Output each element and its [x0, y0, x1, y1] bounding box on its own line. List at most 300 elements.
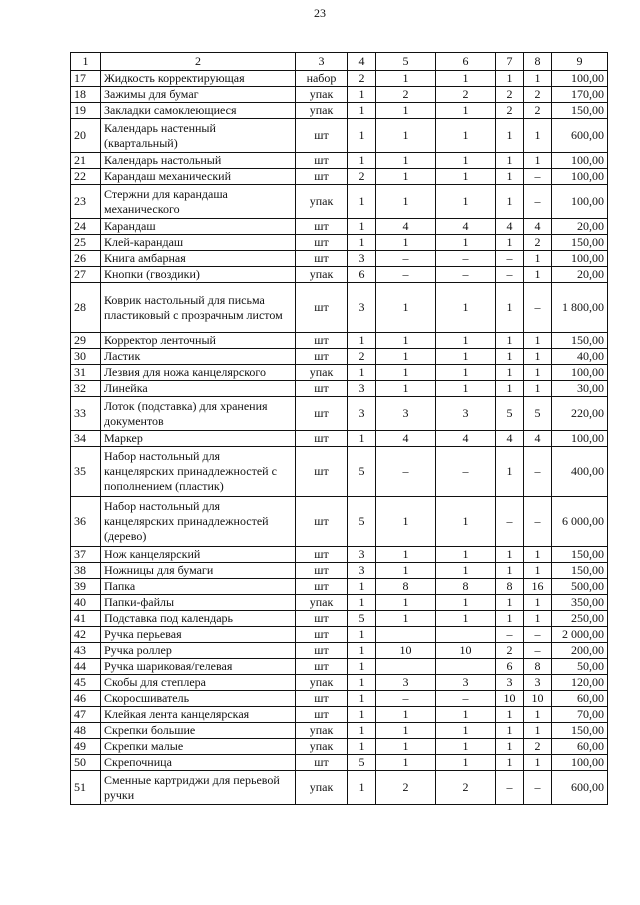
quantity-cell: 5 — [524, 397, 552, 431]
quantity-cell: 1 — [524, 611, 552, 627]
price-cell: 100,00 — [552, 365, 608, 381]
quantity-cell: 3 — [376, 675, 436, 691]
table-row — [71, 691, 608, 707]
unit-cell: упак — [296, 365, 348, 381]
item-name-cell: Подставка под календарь — [101, 611, 296, 627]
quantity-cell: 1 — [436, 185, 496, 219]
table-row — [71, 169, 608, 185]
quantity-cell: 1 — [496, 739, 524, 755]
quantity-cell: 2 — [348, 71, 376, 87]
column-header: 7 — [496, 53, 524, 71]
item-name-cell: Скрепки малые — [101, 739, 296, 755]
row-number-cell: 48 — [71, 723, 101, 739]
quantity-cell: 1 — [524, 267, 552, 283]
quantity-cell: 1 — [496, 185, 524, 219]
quantity-cell: 1 — [496, 283, 524, 333]
row-number-cell: 27 — [71, 267, 101, 283]
item-name-cell: Календарь настенный (квартальный) — [101, 119, 296, 153]
unit-cell: шт — [296, 447, 348, 497]
quantity-cell: 1 — [496, 611, 524, 627]
quantity-cell: 3 — [348, 283, 376, 333]
quantity-cell: 2 — [436, 87, 496, 103]
quantity-cell: 1 — [436, 547, 496, 563]
quantity-cell: 5 — [348, 611, 376, 627]
column-header: 2 — [101, 53, 296, 71]
quantity-cell: – — [376, 267, 436, 283]
price-cell: 220,00 — [552, 397, 608, 431]
unit-cell: шт — [296, 547, 348, 563]
unit-cell: шт — [296, 431, 348, 447]
row-number-cell: 33 — [71, 397, 101, 431]
quantity-cell: 4 — [376, 431, 436, 447]
row-number-cell: 51 — [71, 771, 101, 805]
price-cell: 150,00 — [552, 103, 608, 119]
quantity-cell: 1 — [496, 563, 524, 579]
quantity-cell: 2 — [376, 87, 436, 103]
table-row — [71, 739, 608, 755]
item-name-cell: Ручка роллер — [101, 643, 296, 659]
item-name-cell: Коврик настольный для письма пластиковый с прозрачным листом — [101, 283, 296, 333]
quantity-cell: 1 — [436, 365, 496, 381]
quantity-cell: – — [496, 251, 524, 267]
quantity-cell: 1 — [376, 283, 436, 333]
item-name-cell: Скрепки большие — [101, 723, 296, 739]
quantity-cell: 1 — [496, 447, 524, 497]
unit-cell: шт — [296, 283, 348, 333]
row-number-cell: 35 — [71, 447, 101, 497]
price-cell: 500,00 — [552, 579, 608, 595]
quantity-cell: 4 — [436, 219, 496, 235]
column-header: 4 — [348, 53, 376, 71]
table-row — [71, 185, 608, 219]
row-number-cell: 50 — [71, 755, 101, 771]
item-name-cell: Набор настольный для канцелярских принадлежностей (дерево) — [101, 497, 296, 547]
quantity-cell: 1 — [436, 563, 496, 579]
price-cell: 30,00 — [552, 381, 608, 397]
table-row — [71, 723, 608, 739]
quantity-cell: 1 — [348, 579, 376, 595]
quantity-cell: 3 — [524, 675, 552, 691]
quantity-cell: 2 — [496, 87, 524, 103]
quantity-cell: 1 — [348, 643, 376, 659]
table-row — [71, 333, 608, 349]
item-name-cell: Линейка — [101, 381, 296, 397]
table-row — [71, 627, 608, 643]
quantity-cell: 3 — [348, 563, 376, 579]
row-number-cell: 39 — [71, 579, 101, 595]
row-number-cell: 21 — [71, 153, 101, 169]
price-cell: 60,00 — [552, 739, 608, 755]
quantity-cell: 1 — [524, 251, 552, 267]
row-number-cell: 30 — [71, 349, 101, 365]
quantity-cell: 1 — [348, 103, 376, 119]
quantity-cell: 1 — [436, 497, 496, 547]
item-name-cell: Карандаш — [101, 219, 296, 235]
quantity-cell: 2 — [496, 643, 524, 659]
quantity-cell: 4 — [524, 431, 552, 447]
table-row — [71, 219, 608, 235]
quantity-cell: 10 — [496, 691, 524, 707]
quantity-cell: 1 — [496, 595, 524, 611]
quantity-cell: – — [496, 497, 524, 547]
price-cell: 250,00 — [552, 611, 608, 627]
unit-cell: упак — [296, 771, 348, 805]
column-header: 5 — [376, 53, 436, 71]
quantity-cell: 1 — [376, 169, 436, 185]
quantity-cell: 1 — [348, 333, 376, 349]
quantity-cell: 2 — [524, 87, 552, 103]
table-row — [71, 365, 608, 381]
unit-cell: шт — [296, 153, 348, 169]
unit-cell: упак — [296, 185, 348, 219]
item-name-cell: Клей-карандаш — [101, 235, 296, 251]
quantity-cell: 1 — [436, 103, 496, 119]
item-name-cell: Скобы для степлера — [101, 675, 296, 691]
quantity-cell: 4 — [496, 431, 524, 447]
row-number-cell: 20 — [71, 119, 101, 153]
quantity-cell: 3 — [496, 675, 524, 691]
column-header: 3 — [296, 53, 348, 71]
price-cell: 50,00 — [552, 659, 608, 675]
quantity-cell: 1 — [496, 153, 524, 169]
quantity-cell: 1 — [436, 349, 496, 365]
quantity-cell: 1 — [376, 71, 436, 87]
table-row — [71, 579, 608, 595]
item-name-cell: Папка — [101, 579, 296, 595]
table-row — [71, 563, 608, 579]
quantity-cell: 1 — [524, 381, 552, 397]
quantity-cell: – — [524, 627, 552, 643]
unit-cell: шт — [296, 333, 348, 349]
quantity-cell: – — [436, 691, 496, 707]
row-number-cell: 18 — [71, 87, 101, 103]
item-name-cell: Зажимы для бумаг — [101, 87, 296, 103]
price-cell: 60,00 — [552, 691, 608, 707]
price-cell: 20,00 — [552, 267, 608, 283]
unit-cell: упак — [296, 723, 348, 739]
supplies-table — [70, 52, 608, 805]
unit-cell: шт — [296, 627, 348, 643]
unit-cell: шт — [296, 397, 348, 431]
table-row — [71, 659, 608, 675]
quantity-cell: 1 — [376, 185, 436, 219]
quantity-cell: 3 — [376, 397, 436, 431]
price-cell: 1 800,00 — [552, 283, 608, 333]
price-cell: 100,00 — [552, 185, 608, 219]
unit-cell: шт — [296, 707, 348, 723]
quantity-cell: 1 — [376, 235, 436, 251]
quantity-cell: – — [524, 643, 552, 659]
quantity-cell: 1 — [436, 169, 496, 185]
quantity-cell: 1 — [348, 87, 376, 103]
quantity-cell: 1 — [436, 381, 496, 397]
quantity-cell — [376, 659, 436, 675]
quantity-cell: 1 — [348, 707, 376, 723]
price-cell: 100,00 — [552, 251, 608, 267]
row-number-cell: 26 — [71, 251, 101, 267]
unit-cell: упак — [296, 103, 348, 119]
quantity-cell: 3 — [436, 397, 496, 431]
quantity-cell: – — [524, 497, 552, 547]
item-name-cell: Маркер — [101, 431, 296, 447]
row-number-cell: 40 — [71, 595, 101, 611]
item-name-cell: Кнопки (гвоздики) — [101, 267, 296, 283]
unit-cell: упак — [296, 595, 348, 611]
quantity-cell: 5 — [348, 755, 376, 771]
table-row — [71, 675, 608, 691]
quantity-cell: 1 — [496, 547, 524, 563]
quantity-cell: – — [524, 169, 552, 185]
unit-cell: упак — [296, 675, 348, 691]
quantity-cell: 1 — [376, 333, 436, 349]
quantity-cell: 10 — [524, 691, 552, 707]
unit-cell: шт — [296, 579, 348, 595]
quantity-cell — [376, 627, 436, 643]
unit-cell: упак — [296, 267, 348, 283]
price-cell: 6 000,00 — [552, 497, 608, 547]
unit-cell: шт — [296, 349, 348, 365]
item-name-cell: Закладки самоклеющиеся — [101, 103, 296, 119]
row-number-cell: 42 — [71, 627, 101, 643]
quantity-cell: 5 — [348, 447, 376, 497]
row-number-cell: 46 — [71, 691, 101, 707]
quantity-cell: 10 — [376, 643, 436, 659]
table-row — [71, 447, 608, 497]
quantity-cell: – — [376, 251, 436, 267]
quantity-cell: 1 — [524, 595, 552, 611]
quantity-cell: 1 — [348, 365, 376, 381]
unit-cell: шт — [296, 119, 348, 153]
quantity-cell: 5 — [496, 397, 524, 431]
quantity-cell: 1 — [376, 365, 436, 381]
price-cell: 150,00 — [552, 563, 608, 579]
table-row — [71, 349, 608, 365]
quantity-cell: 1 — [436, 755, 496, 771]
quantity-cell: 1 — [524, 563, 552, 579]
price-cell: 20,00 — [552, 219, 608, 235]
price-cell: 120,00 — [552, 675, 608, 691]
item-name-cell: Стержни для карандаша механического — [101, 185, 296, 219]
quantity-cell: 1 — [496, 349, 524, 365]
price-cell: 100,00 — [552, 431, 608, 447]
unit-cell: шт — [296, 659, 348, 675]
column-header: 9 — [552, 53, 608, 71]
item-name-cell: Корректор ленточный — [101, 333, 296, 349]
quantity-cell: 1 — [496, 381, 524, 397]
quantity-cell: – — [436, 447, 496, 497]
item-name-cell: Клейкая лента канцелярская — [101, 707, 296, 723]
item-name-cell: Скрепочница — [101, 755, 296, 771]
quantity-cell: 1 — [524, 707, 552, 723]
column-header: 1 — [71, 53, 101, 71]
quantity-cell: – — [524, 447, 552, 497]
quantity-cell: 8 — [376, 579, 436, 595]
quantity-cell: 2 — [524, 103, 552, 119]
price-cell: 100,00 — [552, 169, 608, 185]
row-number-cell: 47 — [71, 707, 101, 723]
quantity-cell: – — [496, 267, 524, 283]
column-header: 8 — [524, 53, 552, 71]
price-cell: 70,00 — [552, 707, 608, 723]
quantity-cell: 1 — [376, 723, 436, 739]
quantity-cell: 1 — [524, 71, 552, 87]
quantity-cell: 1 — [348, 739, 376, 755]
quantity-cell: 1 — [496, 755, 524, 771]
quantity-cell: 1 — [496, 119, 524, 153]
row-number-cell: 31 — [71, 365, 101, 381]
unit-cell: шт — [296, 381, 348, 397]
quantity-cell: 6 — [496, 659, 524, 675]
quantity-cell: 3 — [348, 547, 376, 563]
quantity-cell: 4 — [496, 219, 524, 235]
quantity-cell: 2 — [348, 169, 376, 185]
quantity-cell: 4 — [436, 431, 496, 447]
unit-cell: шт — [296, 611, 348, 627]
item-name-cell: Ластик — [101, 349, 296, 365]
table-row — [71, 251, 608, 267]
price-cell: 400,00 — [552, 447, 608, 497]
quantity-cell: 1 — [436, 283, 496, 333]
quantity-cell: 6 — [348, 267, 376, 283]
unit-cell: шт — [296, 219, 348, 235]
table-row — [71, 153, 608, 169]
quantity-cell: 8 — [436, 579, 496, 595]
row-number-cell: 32 — [71, 381, 101, 397]
quantity-cell: 1 — [348, 219, 376, 235]
quantity-cell: 1 — [524, 153, 552, 169]
price-cell: 2 000,00 — [552, 627, 608, 643]
quantity-cell: 1 — [496, 723, 524, 739]
item-name-cell: Лезвия для ножа канцелярского — [101, 365, 296, 381]
unit-cell: шт — [296, 563, 348, 579]
quantity-cell: 5 — [348, 497, 376, 547]
quantity-cell: 1 — [436, 235, 496, 251]
table-row — [71, 119, 608, 153]
row-number-cell: 41 — [71, 611, 101, 627]
price-cell: 100,00 — [552, 153, 608, 169]
quantity-cell: 1 — [376, 119, 436, 153]
quantity-cell: – — [436, 267, 496, 283]
quantity-cell: 1 — [524, 119, 552, 153]
quantity-cell: 2 — [376, 771, 436, 805]
table-row — [71, 771, 608, 805]
item-name-cell: Календарь настольный — [101, 153, 296, 169]
table-row — [71, 381, 608, 397]
item-name-cell: Набор настольный для канцелярских принадлежностей с пополнением (пластик) — [101, 447, 296, 497]
quantity-cell: 3 — [348, 397, 376, 431]
quantity-cell: 1 — [376, 563, 436, 579]
quantity-cell: 1 — [348, 235, 376, 251]
unit-cell: упак — [296, 87, 348, 103]
quantity-cell: 1 — [496, 169, 524, 185]
row-number-cell: 43 — [71, 643, 101, 659]
quantity-cell: 10 — [436, 643, 496, 659]
quantity-cell: 1 — [348, 153, 376, 169]
quantity-cell: 1 — [348, 595, 376, 611]
quantity-cell: 1 — [436, 333, 496, 349]
quantity-cell: 1 — [376, 497, 436, 547]
table-row — [71, 643, 608, 659]
quantity-cell: 1 — [436, 119, 496, 153]
item-name-cell: Карандаш механический — [101, 169, 296, 185]
price-cell: 40,00 — [552, 349, 608, 365]
quantity-cell: 1 — [348, 659, 376, 675]
quantity-cell: 1 — [376, 547, 436, 563]
item-name-cell: Книга амбарная — [101, 251, 296, 267]
quantity-cell: 1 — [436, 595, 496, 611]
row-number-cell: 22 — [71, 169, 101, 185]
table-row — [71, 235, 608, 251]
unit-cell: шт — [296, 251, 348, 267]
table-header-row — [71, 53, 608, 71]
quantity-cell: – — [524, 771, 552, 805]
quantity-cell: 1 — [376, 739, 436, 755]
row-number-cell: 34 — [71, 431, 101, 447]
quantity-cell — [436, 659, 496, 675]
quantity-cell: 1 — [348, 771, 376, 805]
price-cell: 350,00 — [552, 595, 608, 611]
quantity-cell: – — [376, 447, 436, 497]
quantity-cell — [436, 627, 496, 643]
column-header: 6 — [436, 53, 496, 71]
quantity-cell: 1 — [524, 333, 552, 349]
quantity-cell: 1 — [348, 431, 376, 447]
quantity-cell: 1 — [436, 611, 496, 627]
quantity-cell: 1 — [376, 707, 436, 723]
row-number-cell: 45 — [71, 675, 101, 691]
quantity-cell: 3 — [436, 675, 496, 691]
row-number-cell: 24 — [71, 219, 101, 235]
table-row — [71, 103, 608, 119]
table-row — [71, 87, 608, 103]
price-cell: 600,00 — [552, 119, 608, 153]
unit-cell: набор — [296, 71, 348, 87]
quantity-cell: 1 — [496, 235, 524, 251]
table-row — [71, 707, 608, 723]
quantity-cell: 3 — [348, 381, 376, 397]
quantity-cell: 4 — [524, 219, 552, 235]
quantity-cell: 1 — [436, 71, 496, 87]
quantity-cell: 1 — [376, 755, 436, 771]
unit-cell: шт — [296, 691, 348, 707]
price-cell: 200,00 — [552, 643, 608, 659]
quantity-cell: 8 — [524, 659, 552, 675]
table-row — [71, 497, 608, 547]
quantity-cell: 8 — [496, 579, 524, 595]
table-row — [71, 71, 608, 87]
quantity-cell: – — [496, 627, 524, 643]
quantity-cell: 1 — [524, 547, 552, 563]
price-cell: 100,00 — [552, 71, 608, 87]
row-number-cell: 28 — [71, 283, 101, 333]
price-cell: 600,00 — [552, 771, 608, 805]
quantity-cell: 1 — [348, 675, 376, 691]
quantity-cell: 16 — [524, 579, 552, 595]
unit-cell: шт — [296, 235, 348, 251]
item-name-cell: Ручка шариковая/гелевая — [101, 659, 296, 675]
quantity-cell: 1 — [524, 755, 552, 771]
price-cell: 150,00 — [552, 333, 608, 349]
item-name-cell: Нож канцелярский — [101, 547, 296, 563]
quantity-cell: 1 — [376, 595, 436, 611]
row-number-cell: 37 — [71, 547, 101, 563]
price-cell: 150,00 — [552, 235, 608, 251]
quantity-cell: 3 — [348, 251, 376, 267]
quantity-cell: 1 — [376, 381, 436, 397]
table-row — [71, 547, 608, 563]
unit-cell: шт — [296, 643, 348, 659]
row-number-cell: 36 — [71, 497, 101, 547]
